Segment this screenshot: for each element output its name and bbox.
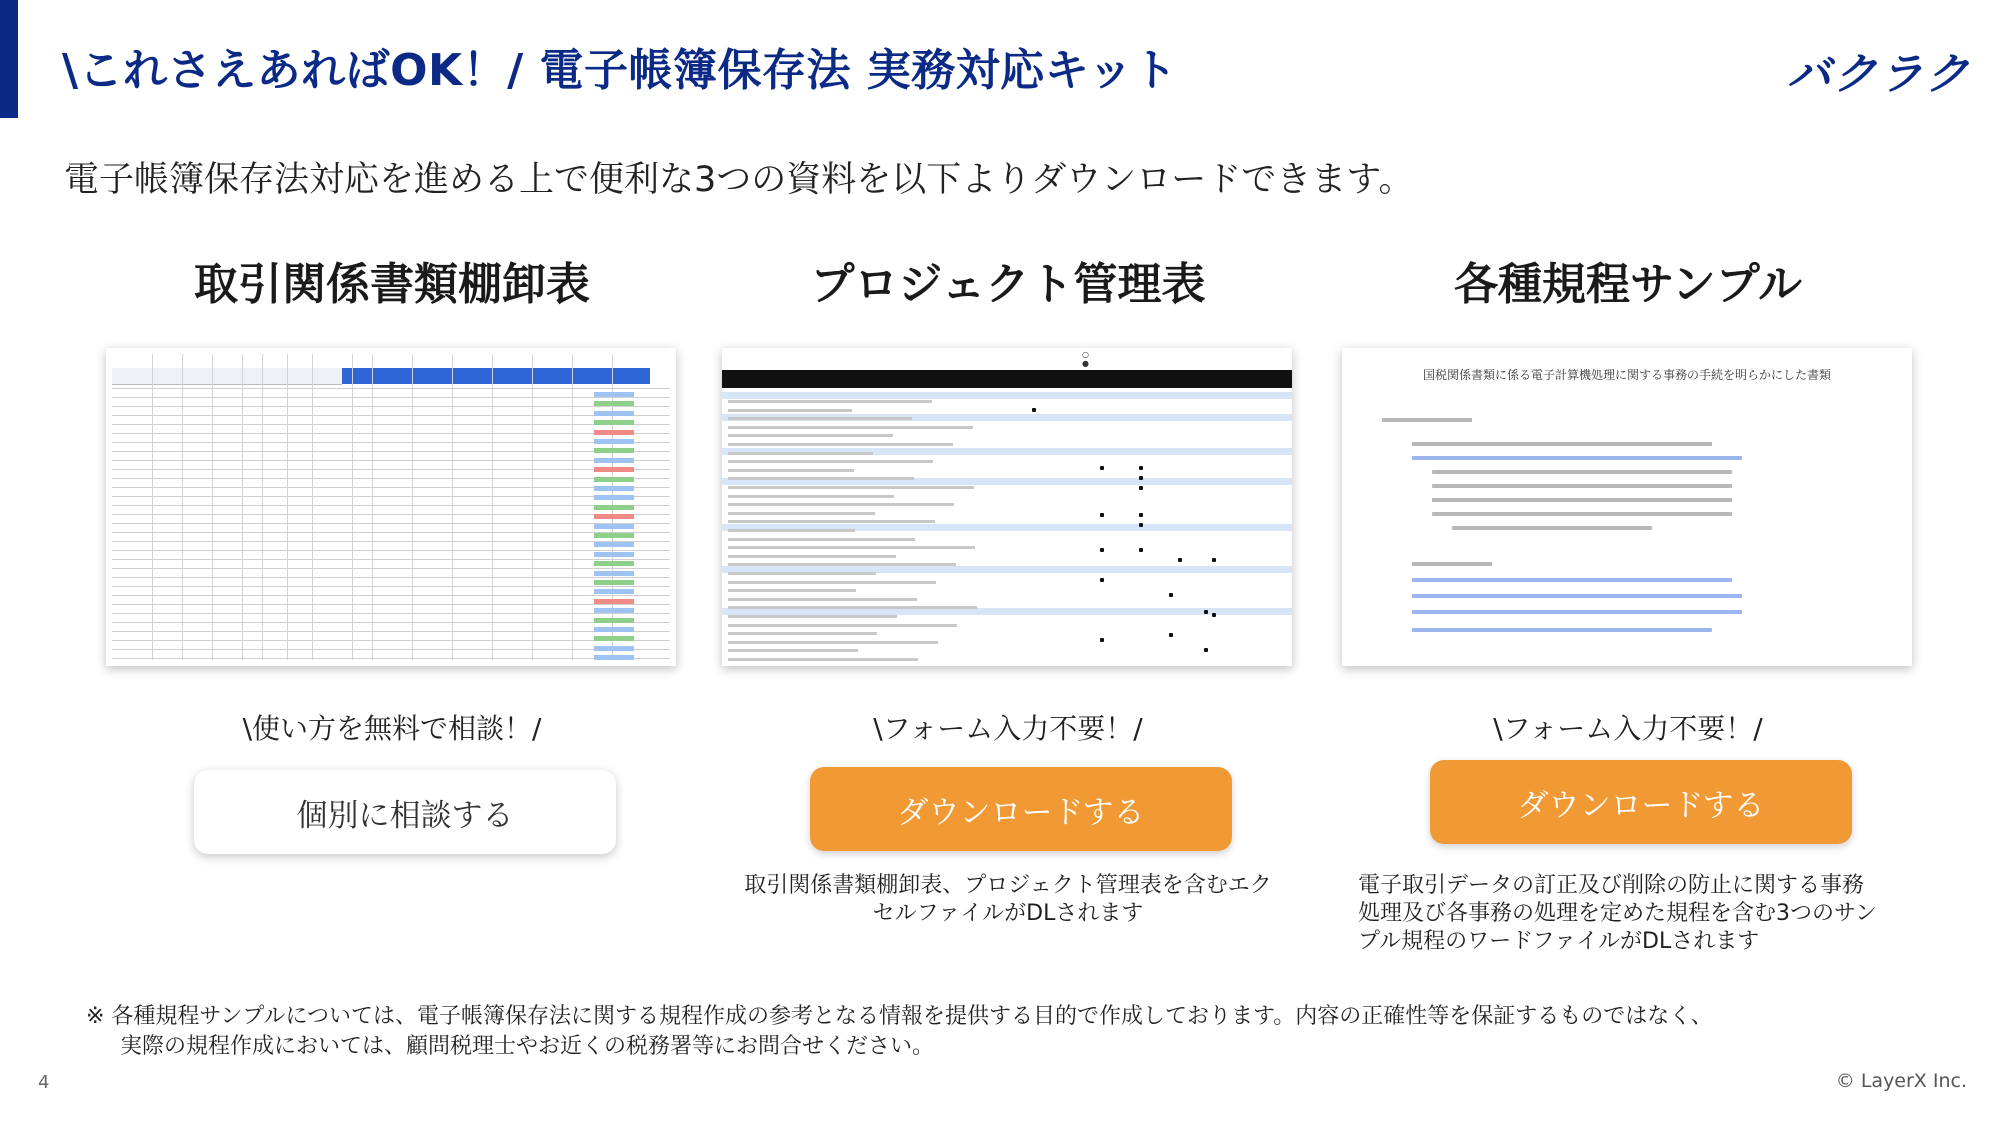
- page-number: 4: [38, 1072, 50, 1093]
- sheet-row-line: [112, 397, 670, 398]
- doc-text-line: [1452, 526, 1652, 530]
- gantt-task-line: [728, 460, 933, 463]
- sheet-row-line: [112, 532, 670, 533]
- sheet-status-tag: [594, 411, 634, 416]
- gantt-task-line: [728, 512, 875, 515]
- sheet-status-tag: [594, 448, 634, 453]
- gantt-task-line: [728, 606, 977, 609]
- gantt-section-band: [722, 392, 1292, 399]
- sheet-status-tag: [594, 514, 634, 519]
- download-note: 電子取引データの訂正及び削除の防止に関する事務処理及び各事務の処理を定めた規程を含む3つのサンプル規程のワードファイルがDLされます: [1358, 873, 1877, 954]
- gantt-task-line: [728, 409, 852, 412]
- gantt-task-line: [728, 434, 893, 437]
- gantt-task-line: [728, 426, 973, 429]
- column-heading: 取引関係書類棚卸表: [194, 259, 590, 310]
- sheet-status-tag: [594, 486, 634, 491]
- sheet-status-tag: [594, 542, 634, 547]
- sheet-row-line: [112, 487, 670, 488]
- gantt-marker: [1204, 610, 1208, 614]
- sheet-status-tag: [594, 608, 634, 613]
- sheet-status-tag: [594, 589, 634, 594]
- sheet-status-tag: [594, 552, 634, 557]
- gantt-task-line: [728, 529, 855, 532]
- sheet-status-tag: [594, 420, 634, 425]
- gantt-marker: [1139, 523, 1143, 527]
- download-word-button[interactable]: ダウンロードする: [1430, 760, 1852, 844]
- accent-bar: [0, 0, 18, 118]
- gantt-task-line: [728, 649, 858, 652]
- sheet-row-line: [112, 514, 670, 515]
- disclaimer-line: 実際の規程作成においては、顧問税理士やお近くの税務署等にお問合せください。: [120, 1034, 935, 1059]
- doc-text-line: [1382, 418, 1472, 422]
- sheet-status-tag: [594, 458, 634, 463]
- column-catchphrase: \フォーム入力不要！/: [1493, 712, 1763, 745]
- gantt-task-line: [728, 400, 932, 403]
- gantt-task-line: [728, 615, 897, 618]
- doc-text-line: [1432, 484, 1732, 488]
- sheet-row-line: [112, 424, 670, 425]
- sheet-row-line: [112, 523, 670, 524]
- sheet-column-line: [352, 354, 353, 660]
- doc-text-line: [1412, 594, 1742, 598]
- doc-text-line: [1432, 470, 1732, 474]
- sheet-row-line: [112, 586, 670, 587]
- gantt-marker: [1212, 613, 1216, 617]
- sheet-row-line: [112, 433, 670, 434]
- sheet-status-tag: [594, 524, 634, 529]
- sheet-column-line: [212, 354, 213, 660]
- sheet-status-tag: [594, 646, 634, 651]
- page-title: \これさえあればOK！/ 電子帳簿保存法 実務対応キット: [62, 45, 1178, 96]
- sheet-column-line: [572, 354, 573, 660]
- brand-logo: バクラク: [1787, 49, 1971, 100]
- copyright: © LayerX Inc.: [1835, 1070, 1967, 1092]
- gantt-task-line: [728, 503, 954, 506]
- sheet-row-line: [112, 658, 670, 659]
- gantt-task-line: [728, 477, 914, 480]
- inventory-sheet-thumbnail: [106, 348, 676, 666]
- sheet-status-tag: [594, 655, 634, 660]
- gantt-marker: [1169, 593, 1173, 597]
- sheet-status-tag: [594, 477, 634, 482]
- sheet-row-line: [112, 640, 670, 641]
- sheet-status-tag: [594, 505, 634, 510]
- sheet-row-line: [112, 496, 670, 497]
- gantt-task-line: [728, 624, 957, 627]
- gantt-task-line: [728, 572, 876, 575]
- sheet-row-line: [112, 604, 670, 605]
- doc-text-line: [1412, 628, 1712, 632]
- disclaimer-line: ※ 各種規程サンプルについては、電子帳簿保存法に関する規程作成の参考となる情報を提供する目的で作成しております。内容の正確性等を保証するものではなく、: [86, 1004, 1713, 1029]
- gantt-task-line: [728, 443, 953, 446]
- sheet-column-line: [492, 354, 493, 660]
- sheet-status-tag: [594, 580, 634, 585]
- sheet-header: [342, 368, 650, 384]
- gantt-task-line: [728, 538, 915, 541]
- gantt-task-line: [728, 495, 894, 498]
- sheet-status-tag: [594, 392, 634, 397]
- sheet-column-line: [287, 354, 288, 660]
- gantt-marker: [1139, 548, 1143, 552]
- gantt-task-line: [728, 641, 938, 644]
- sheet-row-line: [112, 442, 670, 443]
- gantt-task-line: [728, 555, 896, 558]
- gantt-task-line: [728, 452, 873, 455]
- sheet-column-line: [452, 354, 453, 660]
- sheet-row-line: [112, 388, 670, 389]
- sheet-status-tag: [594, 636, 634, 641]
- sheet-row-line: [112, 559, 670, 560]
- regulation-doc-thumbnail: [1342, 348, 1912, 666]
- sheet-row-line: [112, 451, 670, 452]
- sheet-row-line: [112, 460, 670, 461]
- sheet-row-line: [112, 505, 670, 506]
- sheet-row-line: [112, 415, 670, 416]
- doc-text-line: [1412, 578, 1732, 582]
- sheet-status-tag: [594, 561, 634, 566]
- gantt-task-line: [728, 417, 912, 420]
- project-gantt-thumbnail: [722, 348, 1292, 666]
- column-project: [718, 250, 1298, 926]
- download-excel-button[interactable]: ダウンロードする: [810, 767, 1232, 851]
- sheet-row-line: [112, 478, 670, 479]
- column-regulations: [1338, 250, 1918, 954]
- gantt-task-line: [728, 658, 918, 661]
- gantt-marker: [1139, 513, 1143, 517]
- gantt-marker: [1169, 633, 1173, 637]
- gantt-marker: [1139, 476, 1143, 480]
- sheet-row-line: [112, 541, 670, 542]
- sheet-status-tag: [594, 618, 634, 623]
- gantt-marker: [1100, 548, 1104, 552]
- column-catchphrase: \フォーム入力不要！/: [873, 712, 1143, 745]
- gantt-marker: [1204, 648, 1208, 652]
- doc-text-line: [1412, 456, 1742, 460]
- sheet-status-tag: [594, 599, 634, 604]
- sheet-status-tag: [594, 401, 634, 406]
- gantt-task-line: [728, 632, 877, 635]
- gantt-marker: [1100, 466, 1104, 470]
- sheet-status-tag: [594, 430, 634, 435]
- sheet-row-line: [112, 622, 670, 623]
- sheet-status-tag: [594, 467, 634, 472]
- gantt-marker: [1178, 558, 1182, 562]
- sheet-status-tag: [594, 495, 634, 500]
- doc-text-line: [1412, 610, 1742, 614]
- sheet-column-line: [262, 354, 263, 660]
- gantt-task-line: [728, 563, 956, 566]
- doc-text-line: [1412, 442, 1712, 446]
- gantt-marker: [1032, 408, 1036, 412]
- gantt-header: [722, 370, 1292, 388]
- gantt-marker: [1212, 558, 1216, 562]
- sheet-column-line: [312, 354, 313, 660]
- sheet-row-line: [112, 469, 670, 470]
- gantt-task-line: [728, 469, 854, 472]
- lead-text: 電子帳簿保存法対応を進める上で便利な3つの資料を以下よりダウンロードできます。: [64, 160, 1414, 200]
- gantt-marker: [1139, 486, 1143, 490]
- sheet-row-line: [112, 577, 670, 578]
- sheet-column-line: [372, 354, 373, 660]
- sheet-status-tag: [594, 533, 634, 538]
- gantt-task-line: [728, 486, 974, 489]
- sheet-row-line: [112, 568, 670, 569]
- gantt-task-line: [728, 581, 936, 584]
- gantt-task-line: [728, 589, 856, 592]
- sheet-header-left: [112, 368, 342, 385]
- sheet-column-line: [242, 354, 243, 660]
- gantt-marker: [1100, 578, 1104, 582]
- gantt-task-line: [728, 520, 935, 523]
- sheet-column-line: [532, 354, 533, 660]
- column-catchphrase: \使い方を無料で相談！/: [242, 712, 542, 745]
- doc-text-line: [1432, 498, 1732, 502]
- gantt-marker: [1100, 638, 1104, 642]
- sheet-row-line: [112, 595, 670, 596]
- consult-button[interactable]: 個別に相談する: [194, 770, 616, 854]
- sheet-column-line: [152, 354, 153, 660]
- column-inventory: [102, 250, 682, 834]
- sheet-column-line: [182, 354, 183, 660]
- gantt-legend: ○ ●: [1082, 350, 1089, 368]
- sheet-status-tag: [594, 627, 634, 632]
- sheet-row-line: [112, 406, 670, 407]
- sheet-row-line: [112, 550, 670, 551]
- column-heading: 各種規程サンプル: [1453, 259, 1803, 310]
- gantt-marker: [1139, 466, 1143, 470]
- sheet-status-tag: [594, 571, 634, 576]
- sheet-row-line: [112, 631, 670, 632]
- doc-title: 国税関係書類に係る電子計算機処理に関する事務の手続を明らかにした書類: [1422, 368, 1831, 382]
- disclaimer: [86, 1002, 1713, 1062]
- sheet-status-tag: [594, 439, 634, 444]
- sheet-column-line: [412, 354, 413, 660]
- sheet-row-line: [112, 613, 670, 614]
- doc-text-line: [1412, 562, 1492, 566]
- sheet-row-line: [112, 649, 670, 650]
- column-heading: プロジェクト管理表: [810, 259, 1206, 310]
- gantt-task-line: [728, 598, 917, 601]
- doc-text-line: [1432, 512, 1732, 516]
- gantt-marker: [1100, 513, 1104, 517]
- download-note: 取引関係書類棚卸表、プロジェクト管理表を含むエクセルファイルがDLされます: [744, 873, 1272, 926]
- gantt-task-line: [728, 546, 975, 549]
